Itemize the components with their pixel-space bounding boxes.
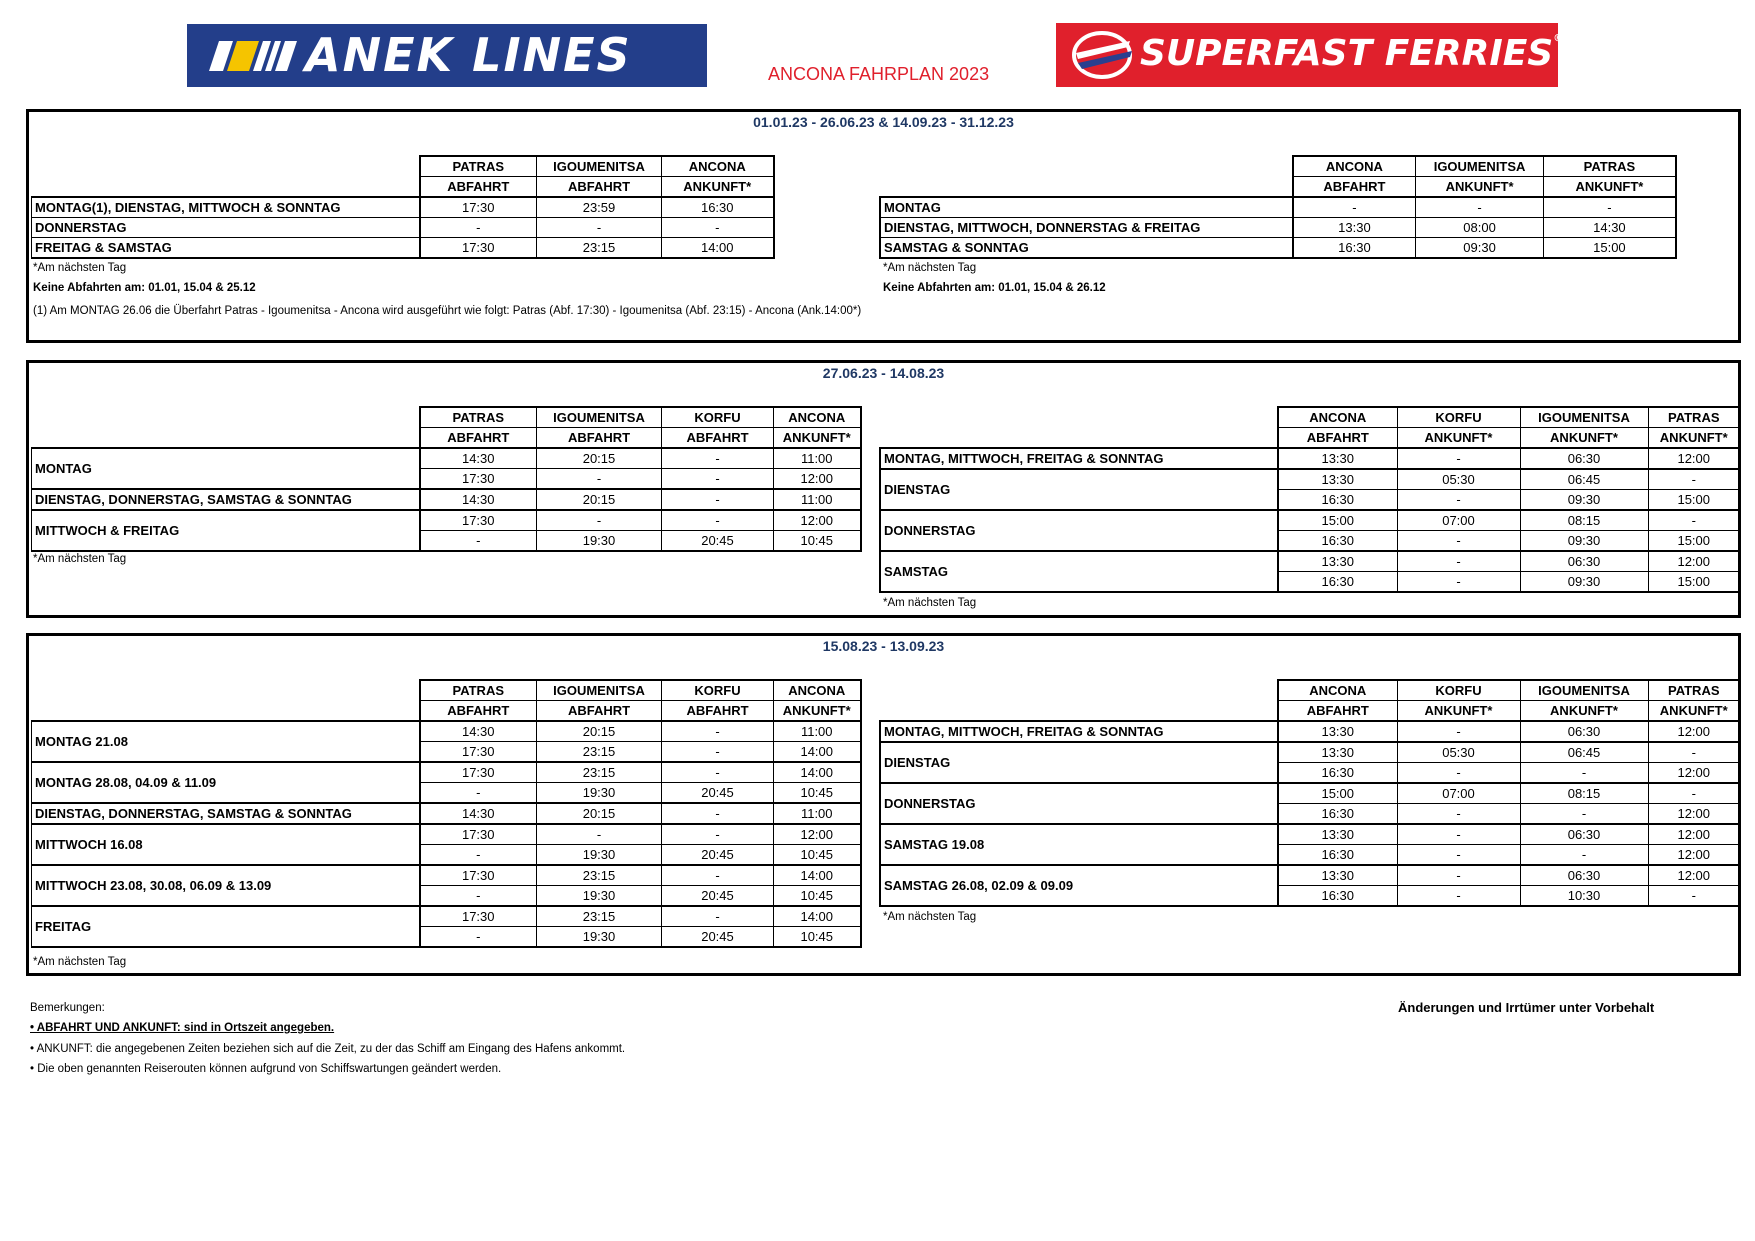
table-row xyxy=(880,742,1740,763)
time-cell: 14:30 xyxy=(420,489,537,510)
time-cell: 09:30 xyxy=(1520,490,1648,511)
time-cell: 08:15 xyxy=(1520,510,1648,531)
section-period-2 xyxy=(26,360,1741,618)
footnote: *Am nächsten Tag xyxy=(33,553,127,565)
time-cell: 20:15 xyxy=(537,803,662,824)
day-cell: SAMSTAG 26.08, 02.09 & 09.09 xyxy=(880,865,1278,906)
time-cell: 12:00 xyxy=(774,469,861,490)
port-header: IGOUMENITSA xyxy=(1520,680,1648,701)
time-cell: - xyxy=(1416,197,1543,218)
type-header: ABFAHRT xyxy=(1278,701,1397,722)
time-cell: 19:30 xyxy=(537,783,662,804)
time-cell: - xyxy=(662,489,774,510)
day-cell: DIENSTAG xyxy=(880,469,1278,510)
time-cell: - xyxy=(537,218,662,238)
timetable-patras-ancona xyxy=(31,406,862,552)
port-header: PATRAS xyxy=(1648,407,1740,428)
port-header: ANCONA xyxy=(1278,407,1397,428)
section-period-3 xyxy=(26,633,1741,976)
time-cell: 13:30 xyxy=(1278,721,1397,742)
table-row xyxy=(32,721,861,742)
table-row xyxy=(880,469,1740,490)
port-header: PATRAS xyxy=(420,680,537,701)
day-cell: DIENSTAG, DONNERSTAG, SAMSTAG & SONNTAG xyxy=(32,803,420,824)
time-cell: - xyxy=(1520,804,1648,825)
time-cell: 19:30 xyxy=(537,845,662,866)
time-cell: 19:30 xyxy=(537,886,662,907)
port-header: PATRAS xyxy=(1543,156,1676,177)
footnote: *Am nächsten Tag xyxy=(883,262,977,274)
table-row xyxy=(32,865,861,886)
time-cell: 09:30 xyxy=(1520,531,1648,552)
time-cell: - xyxy=(1397,763,1520,784)
port-header: ANCONA xyxy=(774,680,861,701)
time-cell: 19:30 xyxy=(537,531,662,552)
table-row xyxy=(32,489,861,510)
time-cell: 14:00 xyxy=(774,906,861,927)
time-cell: 23:59 xyxy=(537,197,662,218)
time-cell: 13:30 xyxy=(1278,824,1397,845)
anek-stripes-icon xyxy=(209,41,297,71)
time-cell: - xyxy=(1397,551,1520,572)
time-cell: 16:30 xyxy=(1278,763,1397,784)
time-cell: 20:45 xyxy=(662,531,774,552)
time-cell: 15:00 xyxy=(1648,531,1740,552)
time-cell: - xyxy=(1397,448,1520,469)
time-cell: 12:00 xyxy=(1648,551,1740,572)
time-cell: 12:00 xyxy=(1648,845,1740,866)
superfast-emblem-icon xyxy=(1068,29,1138,81)
time-cell: 10:45 xyxy=(774,531,861,552)
type-header: ABFAHRT xyxy=(537,428,662,449)
time-cell: 14:00 xyxy=(774,762,861,783)
time-cell: - xyxy=(1397,572,1520,593)
table-row xyxy=(880,551,1740,572)
time-cell: 12:00 xyxy=(1648,804,1740,825)
day-cell: MONTAG xyxy=(880,197,1293,218)
table-row xyxy=(880,721,1740,742)
time-cell: 06:30 xyxy=(1520,551,1648,572)
time-cell: - xyxy=(662,510,774,531)
type-header: ANKUNFT* xyxy=(774,428,861,449)
port-header: KORFU xyxy=(662,407,774,428)
remarks-label: Bemerkungen: xyxy=(30,1002,105,1014)
time-cell: 11:00 xyxy=(774,489,861,510)
time-cell: - xyxy=(662,469,774,490)
time-cell: 08:15 xyxy=(1520,783,1648,804)
time-cell: - xyxy=(1397,865,1520,886)
table-row xyxy=(32,448,861,469)
time-cell: 05:30 xyxy=(1397,742,1520,763)
port-header: IGOUMENITSA xyxy=(537,680,662,701)
type-header: ANKUNFT* xyxy=(1416,177,1543,198)
time-cell: 15:00 xyxy=(1278,783,1397,804)
time-cell: 15:00 xyxy=(1543,238,1676,259)
time-cell: 12:00 xyxy=(1648,721,1740,742)
day-cell: MONTAG, MITTWOCH, FREITAG & SONNTAG xyxy=(880,721,1278,742)
time-cell: 05:30 xyxy=(1397,469,1520,490)
time-cell: 17:30 xyxy=(420,238,537,259)
time-cell: 07:00 xyxy=(1397,510,1520,531)
section-title: 15.08.23 - 13.09.23 xyxy=(822,638,945,654)
time-cell: 14:30 xyxy=(420,448,537,469)
footnote: *Am nächsten Tag xyxy=(33,956,127,968)
type-header: ANKUNFT* xyxy=(1520,701,1648,722)
time-cell: 20:45 xyxy=(662,927,774,948)
table-row xyxy=(32,803,861,824)
time-cell: 20:15 xyxy=(537,448,662,469)
table-row xyxy=(880,865,1740,886)
page-title: ANCONA FAHRPLAN 2023 xyxy=(768,64,990,84)
time-cell: 20:45 xyxy=(662,845,774,866)
type-header: ABFAHRT xyxy=(420,428,537,449)
day-cell: DIENSTAG, MITTWOCH, DONNERSTAG & FREITAG xyxy=(880,218,1293,238)
timetable-ancona-patras xyxy=(879,679,1741,907)
timetable-patras-ancona xyxy=(31,679,862,948)
time-cell: 14:30 xyxy=(420,721,537,742)
type-header: ANKUNFT* xyxy=(1520,428,1648,449)
time-cell: - xyxy=(1648,469,1740,490)
no-departures-note: Keine Abfahrten am: 01.01, 15.04 & 26.12 xyxy=(883,282,1106,294)
day-cell: MITTWOCH 23.08, 30.08, 06.09 & 13.09 xyxy=(32,865,420,906)
table-row xyxy=(880,783,1740,804)
time-cell: 16:30 xyxy=(1278,886,1397,907)
time-cell: 06:30 xyxy=(1520,824,1648,845)
time-cell: - xyxy=(1543,197,1676,218)
time-cell: 06:30 xyxy=(1520,448,1648,469)
footnote: *Am nächsten Tag xyxy=(883,597,977,609)
time-cell: - xyxy=(1397,845,1520,866)
time-cell: 13:30 xyxy=(1278,448,1397,469)
day-cell: FREITAG & SAMSTAG xyxy=(32,238,420,259)
time-cell: 23:15 xyxy=(537,906,662,927)
time-cell: 10:45 xyxy=(774,845,861,866)
anek-lines-logo xyxy=(187,24,707,87)
type-header: ABFAHRT xyxy=(537,701,662,722)
table-row xyxy=(32,197,774,218)
time-cell: - xyxy=(420,845,537,866)
day-cell: MONTAG, MITTWOCH, FREITAG & SONNTAG xyxy=(880,448,1278,469)
time-cell: 08:00 xyxy=(1416,218,1543,238)
anek-lines-wordmark: ANEK LINES xyxy=(305,28,632,82)
time-cell: 06:30 xyxy=(1520,721,1648,742)
port-header: IGOUMENITSA xyxy=(537,156,662,177)
time-cell: 12:00 xyxy=(1648,448,1740,469)
time-cell: 20:15 xyxy=(537,489,662,510)
type-header: ANKUNFT* xyxy=(1397,428,1520,449)
time-cell: - xyxy=(662,803,774,824)
time-cell: 17:30 xyxy=(420,469,537,490)
time-cell: 14:00 xyxy=(774,865,861,886)
time-cell: 06:45 xyxy=(1520,742,1648,763)
time-cell: 13:30 xyxy=(1278,551,1397,572)
time-cell: - xyxy=(1397,490,1520,511)
type-header: ABFAHRT xyxy=(662,701,774,722)
time-cell: - xyxy=(1648,783,1740,804)
remark-itinerary-change: • Die oben genannten Reiserouten können aufgrund von Schiffswartungen geändert werden. xyxy=(30,1063,502,1075)
type-header: ABFAHRT xyxy=(662,428,774,449)
type-header: ABFAHRT xyxy=(1278,428,1397,449)
day-cell: DONNERSTAG xyxy=(880,783,1278,824)
special-note: (1) Am MONTAG 26.06 die Überfahrt Patras - Igoumenitsa - Ancona wird ausgeführt wie folgt: Patras (Abf. 17:30) - Igoumenitsa (Abf. 23:15) - Ancona (Ank.14:00*) xyxy=(33,305,862,317)
day-cell: DIENSTAG, DONNERSTAG, SAMSTAG & SONNTAG xyxy=(32,489,420,510)
time-cell: 13:30 xyxy=(1278,469,1397,490)
time-cell: - xyxy=(662,218,774,238)
time-cell: 10:45 xyxy=(774,783,861,804)
time-cell: - xyxy=(662,762,774,783)
time-cell: - xyxy=(1397,721,1520,742)
time-cell: 09:30 xyxy=(1416,238,1543,259)
section-period-1 xyxy=(26,109,1741,343)
time-cell: 17:30 xyxy=(420,865,537,886)
time-cell: 15:00 xyxy=(1648,572,1740,593)
time-cell: 17:30 xyxy=(420,742,537,763)
time-cell: - xyxy=(420,783,537,804)
port-header: ANCONA xyxy=(1293,156,1416,177)
time-cell: - xyxy=(1397,886,1520,907)
time-cell: 09:30 xyxy=(1520,572,1648,593)
time-cell: - xyxy=(662,906,774,927)
time-cell: 12:00 xyxy=(1648,865,1740,886)
day-cell: DONNERSTAG xyxy=(880,510,1278,551)
time-cell: - xyxy=(537,510,662,531)
timetable-ancona-patras xyxy=(879,406,1741,593)
port-header: ANCONA xyxy=(774,407,861,428)
port-header: PATRAS xyxy=(420,156,537,177)
time-cell: 15:00 xyxy=(1278,510,1397,531)
port-header: IGOUMENITSA xyxy=(537,407,662,428)
table-row xyxy=(880,448,1740,469)
time-cell: 10:30 xyxy=(1520,886,1648,907)
time-cell: 14:00 xyxy=(774,742,861,763)
port-header: ANCONA xyxy=(1278,680,1397,701)
day-cell: SAMSTAG xyxy=(880,551,1278,592)
time-cell: - xyxy=(1520,845,1648,866)
time-cell: 07:00 xyxy=(1397,783,1520,804)
time-cell: - xyxy=(1293,197,1416,218)
time-cell: 19:30 xyxy=(537,927,662,948)
type-header: ANKUNFT* xyxy=(774,701,861,722)
time-cell: - xyxy=(537,824,662,845)
table-row xyxy=(880,824,1740,845)
port-header: KORFU xyxy=(662,680,774,701)
time-cell: 06:45 xyxy=(1520,469,1648,490)
section-title: 27.06.23 - 14.08.23 xyxy=(822,365,945,381)
time-cell: 14:30 xyxy=(1543,218,1676,238)
time-cell: 17:30 xyxy=(420,762,537,783)
time-cell: 11:00 xyxy=(774,721,861,742)
time-cell: 11:00 xyxy=(774,448,861,469)
time-cell: 13:30 xyxy=(1278,742,1397,763)
remark-arrival: • ANKUNFT: die angegebenen Zeiten beziehen sich auf die Zeit, zu der das Schiff am Eingang des Hafens ankommt. xyxy=(30,1043,626,1055)
time-cell: - xyxy=(662,721,774,742)
time-cell: 20:45 xyxy=(662,783,774,804)
time-cell: 16:30 xyxy=(1278,490,1397,511)
table-row xyxy=(880,510,1740,531)
table-row xyxy=(880,218,1676,238)
time-cell: - xyxy=(420,218,537,238)
table-row xyxy=(32,906,861,927)
time-cell: 16:30 xyxy=(1278,572,1397,593)
time-cell: - xyxy=(420,927,537,948)
time-cell: - xyxy=(1648,742,1740,763)
time-cell: - xyxy=(662,824,774,845)
time-cell: - xyxy=(1648,886,1740,907)
table-row xyxy=(32,824,861,845)
day-cell: FREITAG xyxy=(32,906,420,947)
type-header: ABFAHRT xyxy=(537,177,662,198)
port-header: PATRAS xyxy=(1648,680,1740,701)
time-cell: - xyxy=(537,469,662,490)
time-cell: 13:30 xyxy=(1293,218,1416,238)
table-row xyxy=(32,238,774,259)
port-header: ANCONA xyxy=(662,156,774,177)
timetable-ancona-patras xyxy=(879,155,1677,259)
type-header: ABFAHRT xyxy=(420,177,537,198)
section-title: 01.01.23 - 26.06.23 & 14.09.23 - 31.12.23 xyxy=(753,114,1014,130)
port-header: KORFU xyxy=(1397,680,1520,701)
time-cell: - xyxy=(1397,804,1520,825)
no-departures-note: Keine Abfahrten am: 01.01, 15.04 & 25.12 xyxy=(33,282,256,294)
superfast-ferries-logo xyxy=(1056,23,1564,87)
time-cell: 15:00 xyxy=(1648,490,1740,511)
disclaimer: Änderungen und Irrtümer unter Vorbehalt xyxy=(1398,1000,1655,1015)
day-cell: MONTAG(1), DIENSTAG, MITTWOCH & SONNTAG xyxy=(32,197,420,218)
table-row xyxy=(880,238,1676,259)
day-cell: DIENSTAG xyxy=(880,742,1278,783)
time-cell: 17:30 xyxy=(420,510,537,531)
superfast-wordmark: SUPERFAST FERRIES® xyxy=(1140,33,1564,74)
port-header: IGOUMENITSA xyxy=(1416,156,1543,177)
time-cell: - xyxy=(420,531,537,552)
table-row xyxy=(32,762,861,783)
type-header: ABFAHRT xyxy=(1293,177,1416,198)
time-cell: - xyxy=(662,865,774,886)
time-cell: - xyxy=(1648,510,1740,531)
time-cell: 23:15 xyxy=(537,238,662,259)
day-cell: DONNERSTAG xyxy=(32,218,420,238)
type-header: ANKUNFT* xyxy=(662,177,774,198)
footnote: *Am nächsten Tag xyxy=(883,911,977,923)
time-cell: - xyxy=(1397,824,1520,845)
port-header: IGOUMENITSA xyxy=(1520,407,1648,428)
time-cell: 13:30 xyxy=(1278,865,1397,886)
day-cell: MONTAG 21.08 xyxy=(32,721,420,762)
time-cell: - xyxy=(662,448,774,469)
time-cell: 17:30 xyxy=(420,824,537,845)
time-cell: 17:30 xyxy=(420,906,537,927)
time-cell: 23:15 xyxy=(537,762,662,783)
time-cell: 16:30 xyxy=(1278,845,1397,866)
remark-local-time: • ABFAHRT UND ANKUNFT: sind in Ortszeit angegeben. xyxy=(30,1022,335,1034)
time-cell: 12:00 xyxy=(1648,763,1740,784)
time-cell: 16:30 xyxy=(1278,531,1397,552)
time-cell: 16:30 xyxy=(662,197,774,218)
time-cell: 12:00 xyxy=(774,510,861,531)
time-cell: 17:30 xyxy=(420,197,537,218)
time-cell: 10:45 xyxy=(774,927,861,948)
time-cell: - xyxy=(1520,763,1648,784)
time-cell: - xyxy=(662,742,774,763)
day-cell: SAMSTAG 19.08 xyxy=(880,824,1278,865)
day-cell: MONTAG 28.08, 04.09 & 11.09 xyxy=(32,762,420,803)
time-cell: 16:30 xyxy=(1293,238,1416,259)
table-row xyxy=(880,197,1676,218)
time-cell: 23:15 xyxy=(537,742,662,763)
time-cell: 06:30 xyxy=(1520,865,1648,886)
type-header: ANKUNFT* xyxy=(1543,177,1676,198)
type-header: ABFAHRT xyxy=(420,701,537,722)
day-cell: MITTWOCH & FREITAG xyxy=(32,510,420,551)
port-header: PATRAS xyxy=(420,407,537,428)
time-cell: 14:30 xyxy=(420,803,537,824)
timetable-patras-ancona xyxy=(31,155,775,259)
time-cell: - xyxy=(1397,531,1520,552)
time-cell: 12:00 xyxy=(1648,824,1740,845)
day-cell: MONTAG xyxy=(32,448,420,489)
time-cell: 16:30 xyxy=(1278,804,1397,825)
table-row xyxy=(32,510,861,531)
day-cell: SAMSTAG & SONNTAG xyxy=(880,238,1293,259)
table-row xyxy=(32,218,774,238)
time-cell: 23:15 xyxy=(537,865,662,886)
time-cell: 14:00 xyxy=(662,238,774,259)
time-cell: 20:45 xyxy=(662,886,774,907)
time-cell: 10:45 xyxy=(774,886,861,907)
time-cell: 12:00 xyxy=(774,824,861,845)
port-header: KORFU xyxy=(1397,407,1520,428)
type-header: ANKUNFT* xyxy=(1648,428,1740,449)
time-cell: 11:00 xyxy=(774,803,861,824)
time-cell: - xyxy=(420,886,537,907)
time-cell: 20:15 xyxy=(537,721,662,742)
footnote: *Am nächsten Tag xyxy=(33,262,127,274)
day-cell: MITTWOCH 16.08 xyxy=(32,824,420,865)
type-header: ANKUNFT* xyxy=(1397,701,1520,722)
type-header: ANKUNFT* xyxy=(1648,701,1740,722)
